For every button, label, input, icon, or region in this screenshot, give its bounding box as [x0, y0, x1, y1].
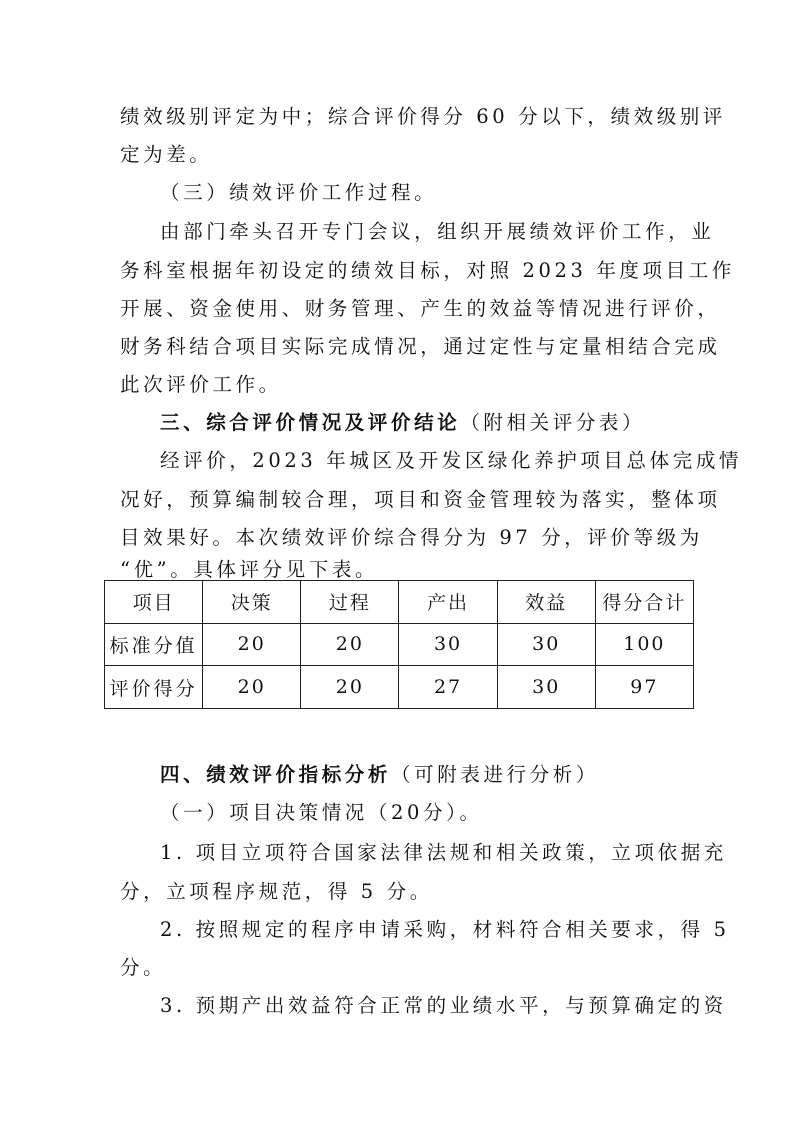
section-heading [160, 762, 680, 788]
paragraph-line: 绩效级别评定为中；综合评价得分 60 分以下，绩效级别评 [120, 105, 727, 128]
list-item-line: 分，立项程序规范，得 5 分。 [120, 880, 433, 903]
table-header-cell: 效益 [497, 581, 595, 624]
table-cell: 97 [595, 666, 693, 709]
table-row [105, 623, 694, 666]
table-row-label: 标准分值 [105, 623, 203, 666]
table-cell: 20 [203, 623, 301, 666]
section-heading-title: 三、综合评价情况及评价结论 [160, 411, 461, 434]
table-header-cell: 得分合计 [595, 581, 693, 624]
table-header-row [105, 581, 694, 624]
table-row-label: 评价得分 [105, 666, 203, 709]
table-cell: 30 [399, 623, 497, 666]
section-heading-title: 四、绩效评价指标分析 [160, 763, 392, 786]
paragraph-line: 定为差。 [120, 143, 213, 166]
paragraph-line: 况好，预算编制较合理，项目和资金管理较为落实，整体项 [120, 488, 721, 511]
table-cell: 20 [301, 623, 399, 666]
table-cell: 27 [399, 666, 497, 709]
table-cell: 30 [497, 623, 595, 666]
list-item-line: 3. 预期产出效益符合正常的业绩水平，与预算确定的资 [160, 994, 727, 1017]
paragraph-line: 由部门牵头召开专门会议，组织开展绩效评价工作，业 [160, 220, 715, 243]
section-heading-note: （附相关评分表） [460, 411, 646, 434]
table-header-cell: 产出 [399, 581, 497, 624]
score-table [104, 580, 694, 709]
table-cell: 20 [301, 666, 399, 709]
list-item-line: 2. 按照规定的程序申请采购，材料符合相关要求，得 5 [160, 918, 730, 941]
paragraph-line: 经评价，2023 年城区及开发区绿化养护项目总体完成情 [160, 449, 743, 472]
table-cell: 100 [595, 623, 693, 666]
table-header-cell: 项目 [105, 581, 203, 624]
list-item-line: 1. 项目立项符合国家法律法规和相关政策，立项依据充 [160, 841, 727, 864]
paragraph-line: 务科室根据年初设定的绩效目标，对照 2023 年度项目工作 [120, 259, 735, 282]
table-header-cell: 决策 [203, 581, 301, 624]
paragraph-line: 开展、资金使用、财务管理、产生的效益等情况进行评价， [120, 297, 721, 320]
table-header-cell: 过程 [301, 581, 399, 624]
paragraph-line: 目效果好。本次绩效评价综合得分为 97 分，评价等级为 [120, 526, 703, 549]
list-item-line: 分。 [120, 956, 167, 979]
section-heading-note: （可附表进行分析） [391, 763, 599, 786]
subheading: （三）绩效评价工作过程。 [160, 181, 438, 204]
table-cell: 20 [203, 666, 301, 709]
subheading: （一）项目决策情况（20分）。 [160, 801, 483, 824]
table-cell: 30 [497, 666, 595, 709]
table-row [105, 666, 694, 709]
paragraph-line: 此次评价工作。 [120, 373, 282, 396]
section-heading [160, 410, 680, 436]
paragraph-line: 财务科结合项目实际完成情况，通过定性与定量相结合完成 [120, 335, 721, 358]
paragraph-line: “优”。具体评分见下表。 [120, 558, 379, 581]
